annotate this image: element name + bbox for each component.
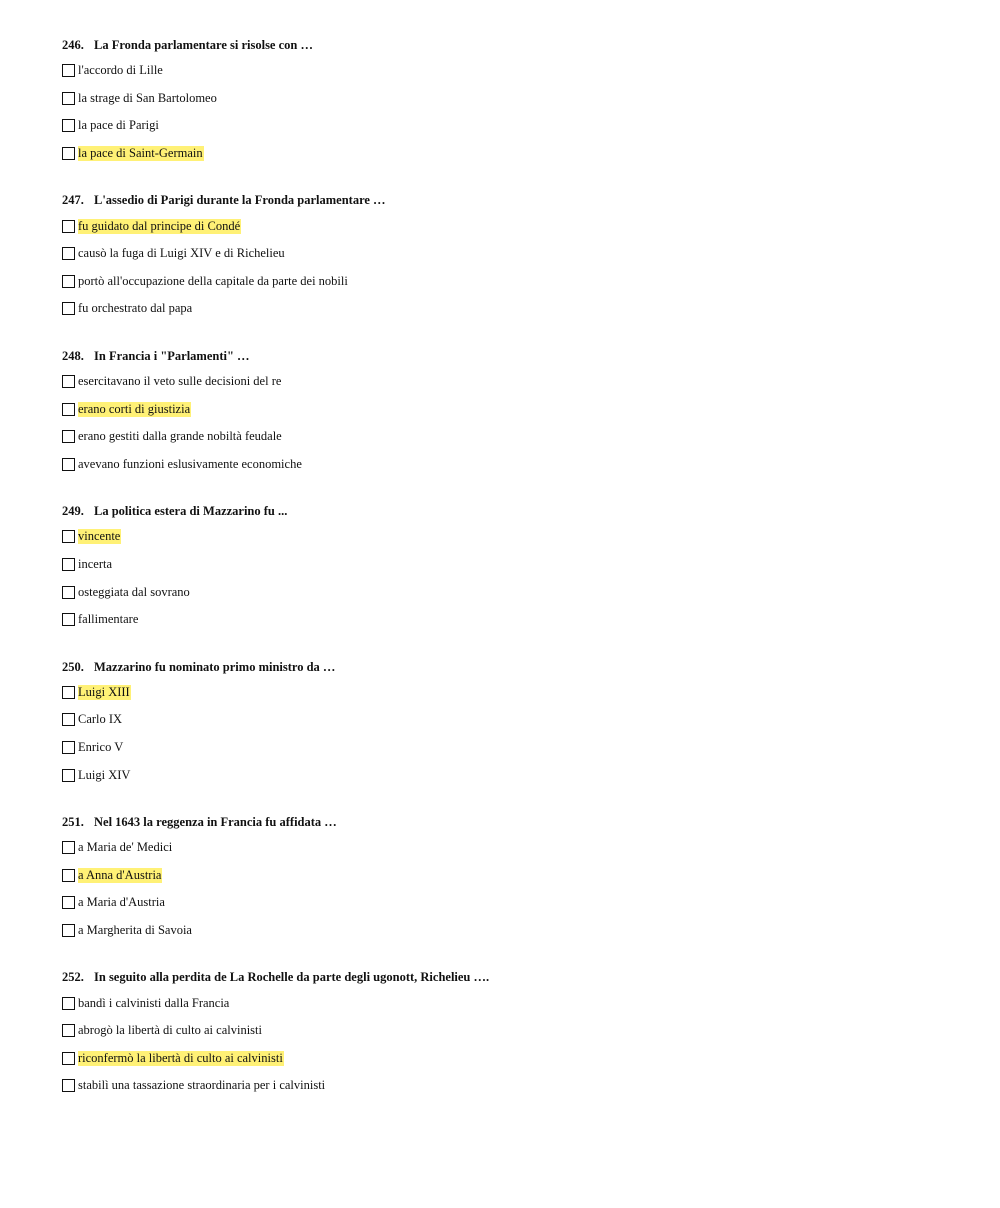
question-246	[62, 36, 962, 167]
answer-checkbox[interactable]	[62, 741, 75, 754]
answer-option-text: incerta	[78, 557, 113, 572]
option-list	[62, 368, 962, 478]
answer-option-2[interactable]	[62, 551, 962, 579]
question-heading	[62, 502, 962, 520]
answer-checkbox[interactable]	[62, 558, 75, 571]
question-249	[62, 502, 962, 633]
question-text: La Fronda parlamentare si risolse con …	[94, 38, 313, 52]
question-251	[62, 813, 962, 944]
answer-checkbox[interactable]	[62, 119, 75, 132]
answer-option-text: la strage di San Bartolomeo	[78, 90, 217, 105]
answer-checkbox[interactable]	[62, 686, 75, 699]
answer-option-text: a Margherita di Savoia	[78, 922, 192, 937]
answer-checkbox[interactable]	[62, 220, 75, 233]
answer-option-3[interactable]	[62, 423, 962, 451]
answer-checkbox[interactable]	[62, 1052, 75, 1065]
question-number: 248.	[62, 348, 84, 363]
answer-checkbox[interactable]	[62, 613, 75, 626]
answer-checkbox[interactable]	[62, 458, 75, 471]
answer-option-text-highlighted: fu guidato dal principe di Condé	[78, 218, 241, 233]
question-heading	[62, 968, 962, 986]
answer-option-3[interactable]	[62, 578, 962, 606]
answer-option-text-highlighted: erano corti di giustizia	[78, 401, 191, 416]
option-list	[62, 989, 962, 1099]
answer-option-text: fallimentare	[78, 612, 139, 627]
answer-checkbox[interactable]	[62, 713, 75, 726]
question-heading	[62, 658, 962, 676]
answer-checkbox[interactable]	[62, 375, 75, 388]
answer-option-2[interactable]	[62, 1017, 962, 1045]
answer-option-text: fu orchestrato dal papa	[78, 301, 193, 316]
question-number: 251.	[62, 814, 84, 829]
answer-option-4[interactable]	[62, 451, 962, 479]
answer-checkbox[interactable]	[62, 302, 75, 315]
answer-option-text: esercitavano il veto sulle decisioni del re	[78, 374, 282, 389]
answer-option-text-highlighted: vincente	[78, 529, 121, 544]
question-text: L'assedio di Parigi durante la Fronda parlamentare …	[94, 193, 386, 208]
answer-checkbox[interactable]	[62, 769, 75, 782]
answer-option-3[interactable]	[62, 889, 962, 917]
answer-option-1[interactable]	[62, 523, 962, 551]
answer-option-1[interactable]	[62, 834, 962, 862]
answer-option-2[interactable]	[62, 240, 962, 268]
question-text: Nel 1643 la reggenza in Francia fu affidata …	[94, 814, 337, 829]
answer-option-4[interactable]	[62, 140, 962, 168]
question-247	[62, 191, 962, 322]
question-heading	[62, 36, 962, 54]
answer-option-text: causò la fuga di Luigi XIV e di Richelieu	[78, 246, 285, 261]
answer-option-text: bandì i calvinisti dalla Francia	[78, 995, 230, 1010]
question-248	[62, 347, 962, 478]
answer-option-1[interactable]	[62, 368, 962, 396]
answer-option-4[interactable]	[62, 917, 962, 945]
question-number: 249.	[62, 504, 84, 519]
answer-option-text: Luigi XIV	[78, 767, 131, 782]
answer-option-text: l'accordo di Lille	[78, 63, 163, 78]
answer-checkbox[interactable]	[62, 586, 75, 599]
answer-option-text: la pace di Parigi	[78, 118, 159, 133]
answer-checkbox[interactable]	[62, 924, 75, 937]
answer-checkbox[interactable]	[62, 247, 75, 260]
option-list	[62, 679, 962, 789]
quiz-document	[62, 36, 962, 1124]
answer-option-text: avevano funzioni eslusivamente economiche	[78, 456, 302, 471]
answer-option-text-highlighted: Luigi XIII	[78, 684, 130, 699]
answer-option-text: osteggiata dal sovrano	[78, 584, 190, 599]
question-heading	[62, 813, 962, 831]
answer-option-2[interactable]	[62, 861, 962, 889]
question-text: La politica estera di Mazzarino fu ...	[94, 504, 288, 519]
answer-option-1[interactable]	[62, 989, 962, 1017]
answer-option-4[interactable]	[62, 295, 962, 323]
answer-checkbox[interactable]	[62, 841, 75, 854]
answer-option-text: portò all'occupazione della capitale da parte dei nobili	[78, 273, 348, 288]
answer-checkbox[interactable]	[62, 275, 75, 288]
question-heading	[62, 347, 962, 365]
answer-option-1[interactable]	[62, 679, 962, 707]
question-number: 247.	[62, 193, 84, 208]
answer-checkbox[interactable]	[62, 92, 75, 105]
answer-checkbox[interactable]	[62, 1079, 75, 1092]
answer-option-4[interactable]	[62, 606, 962, 634]
answer-option-2[interactable]	[62, 706, 962, 734]
answer-option-text: stabilì una tassazione straordinaria per i calvinisti	[78, 1078, 326, 1093]
question-text: In Francia i "Parlamenti" …	[94, 348, 250, 363]
option-list	[62, 57, 962, 167]
answer-checkbox[interactable]	[62, 997, 75, 1010]
answer-option-text-highlighted: riconfermò la libertà di culto ai calvinisti	[78, 1050, 283, 1065]
answer-option-text-highlighted: a Anna d'Austria	[78, 867, 162, 882]
option-list	[62, 523, 962, 633]
answer-checkbox[interactable]	[62, 869, 75, 882]
answer-checkbox[interactable]	[62, 896, 75, 909]
answer-option-1[interactable]	[62, 57, 962, 85]
question-number: 252.	[62, 970, 84, 985]
answer-option-3[interactable]	[62, 734, 962, 762]
answer-option-2[interactable]	[62, 395, 962, 423]
answer-option-3[interactable]	[62, 1044, 962, 1072]
answer-option-text: Enrico V	[78, 739, 124, 754]
answer-option-3[interactable]	[62, 268, 962, 296]
answer-option-4[interactable]	[62, 761, 962, 789]
answer-option-text: erano gestiti dalla grande nobiltà feudale	[78, 429, 282, 444]
option-list	[62, 212, 962, 322]
question-number: 250.	[62, 659, 84, 674]
answer-checkbox[interactable]	[62, 1024, 75, 1037]
answer-option-text: a Maria de' Medici	[78, 840, 173, 855]
answer-option-4[interactable]	[62, 1072, 962, 1100]
answer-checkbox[interactable]	[62, 430, 75, 443]
answer-option-2[interactable]	[62, 85, 962, 113]
question-heading	[62, 191, 962, 209]
answer-option-text: abrogò la libertà di culto ai calvinisti	[78, 1023, 262, 1038]
answer-option-1[interactable]	[62, 212, 962, 240]
answer-option-text-highlighted: la pace di Saint-Germain	[78, 146, 203, 161]
question-text: In seguito alla perdita de La Rochelle da parte degli ugonott, Richelieu ….	[94, 970, 490, 985]
answer-option-3[interactable]	[62, 112, 962, 140]
answer-checkbox[interactable]	[62, 530, 75, 543]
question-250	[62, 658, 962, 789]
answer-checkbox[interactable]	[62, 64, 75, 77]
question-252	[62, 968, 962, 1099]
answer-option-text: a Maria d'Austria	[78, 895, 165, 910]
answer-checkbox[interactable]	[62, 403, 75, 416]
question-number: 246.	[62, 38, 84, 52]
question-text: Mazzarino fu nominato primo ministro da …	[94, 659, 336, 674]
option-list	[62, 834, 962, 944]
answer-option-text: Carlo IX	[78, 712, 123, 727]
answer-checkbox[interactable]	[62, 147, 75, 160]
